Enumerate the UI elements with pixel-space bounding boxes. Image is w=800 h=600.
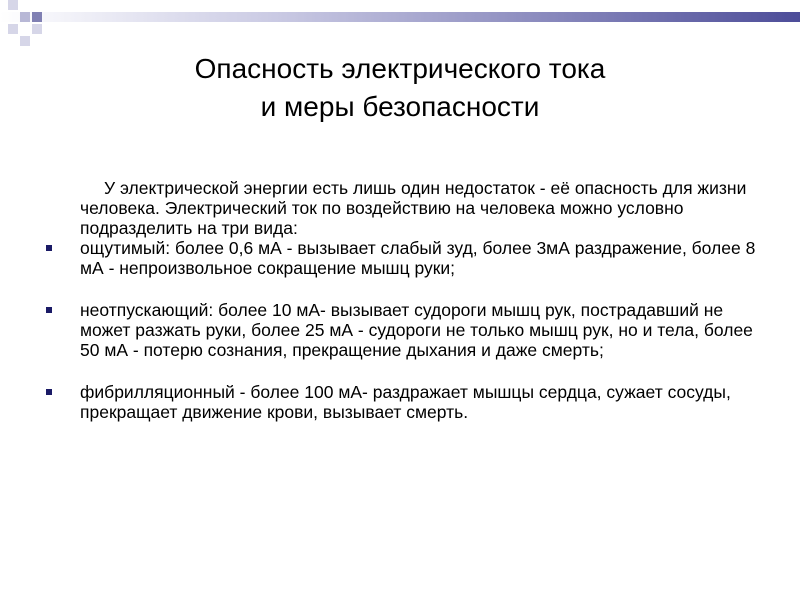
list-item bbox=[60, 238, 760, 278]
decorative-top-band bbox=[0, 12, 800, 22]
list-item bbox=[60, 382, 760, 422]
square-bullet-icon bbox=[46, 245, 52, 251]
decorative-square bbox=[32, 24, 42, 34]
square-bullet-icon bbox=[46, 389, 52, 395]
decorative-squares bbox=[0, 0, 60, 48]
list-item-text: неотпускающий: более 10 мА- вызывает судороги мышц рук, пострадавший не может разжать руки, более 25 мА - судороги не только мышц рук, но и тела, более 50 мА - потерю сознания, прекращение дыхания и даже смерть; bbox=[80, 300, 753, 360]
slide-title-line1: Опасность электрического тока bbox=[194, 53, 606, 84]
decorative-square bbox=[32, 12, 42, 22]
decorative-square bbox=[8, 24, 18, 34]
list-item-text: ощутимый: более 0,6 мА - вызывает слабый зуд, более 3мА раздражение, более 8 мА - непроизвольное сокращение мышц руки; bbox=[80, 238, 756, 278]
slide-title bbox=[0, 50, 800, 126]
square-bullet-icon bbox=[46, 307, 52, 313]
decorative-square bbox=[20, 12, 30, 22]
bullet-list bbox=[60, 238, 760, 422]
list-item bbox=[60, 300, 760, 360]
decorative-square bbox=[20, 36, 30, 46]
slide-content bbox=[60, 178, 760, 422]
slide-title-line2: и меры безопасности bbox=[260, 91, 540, 122]
decorative-square bbox=[8, 0, 18, 10]
list-item-text: фибрилляционный - более 100 мА- раздражает мышцы сердца, сужает сосуды, прекращает движение крови, вызывает смерть. bbox=[80, 382, 731, 422]
intro-paragraph: У электрической энергии есть лишь один недостаток - её опасность для жизни человека. Электрический ток по воздействию на человека можно условно подразделить на три вида: bbox=[80, 178, 747, 238]
